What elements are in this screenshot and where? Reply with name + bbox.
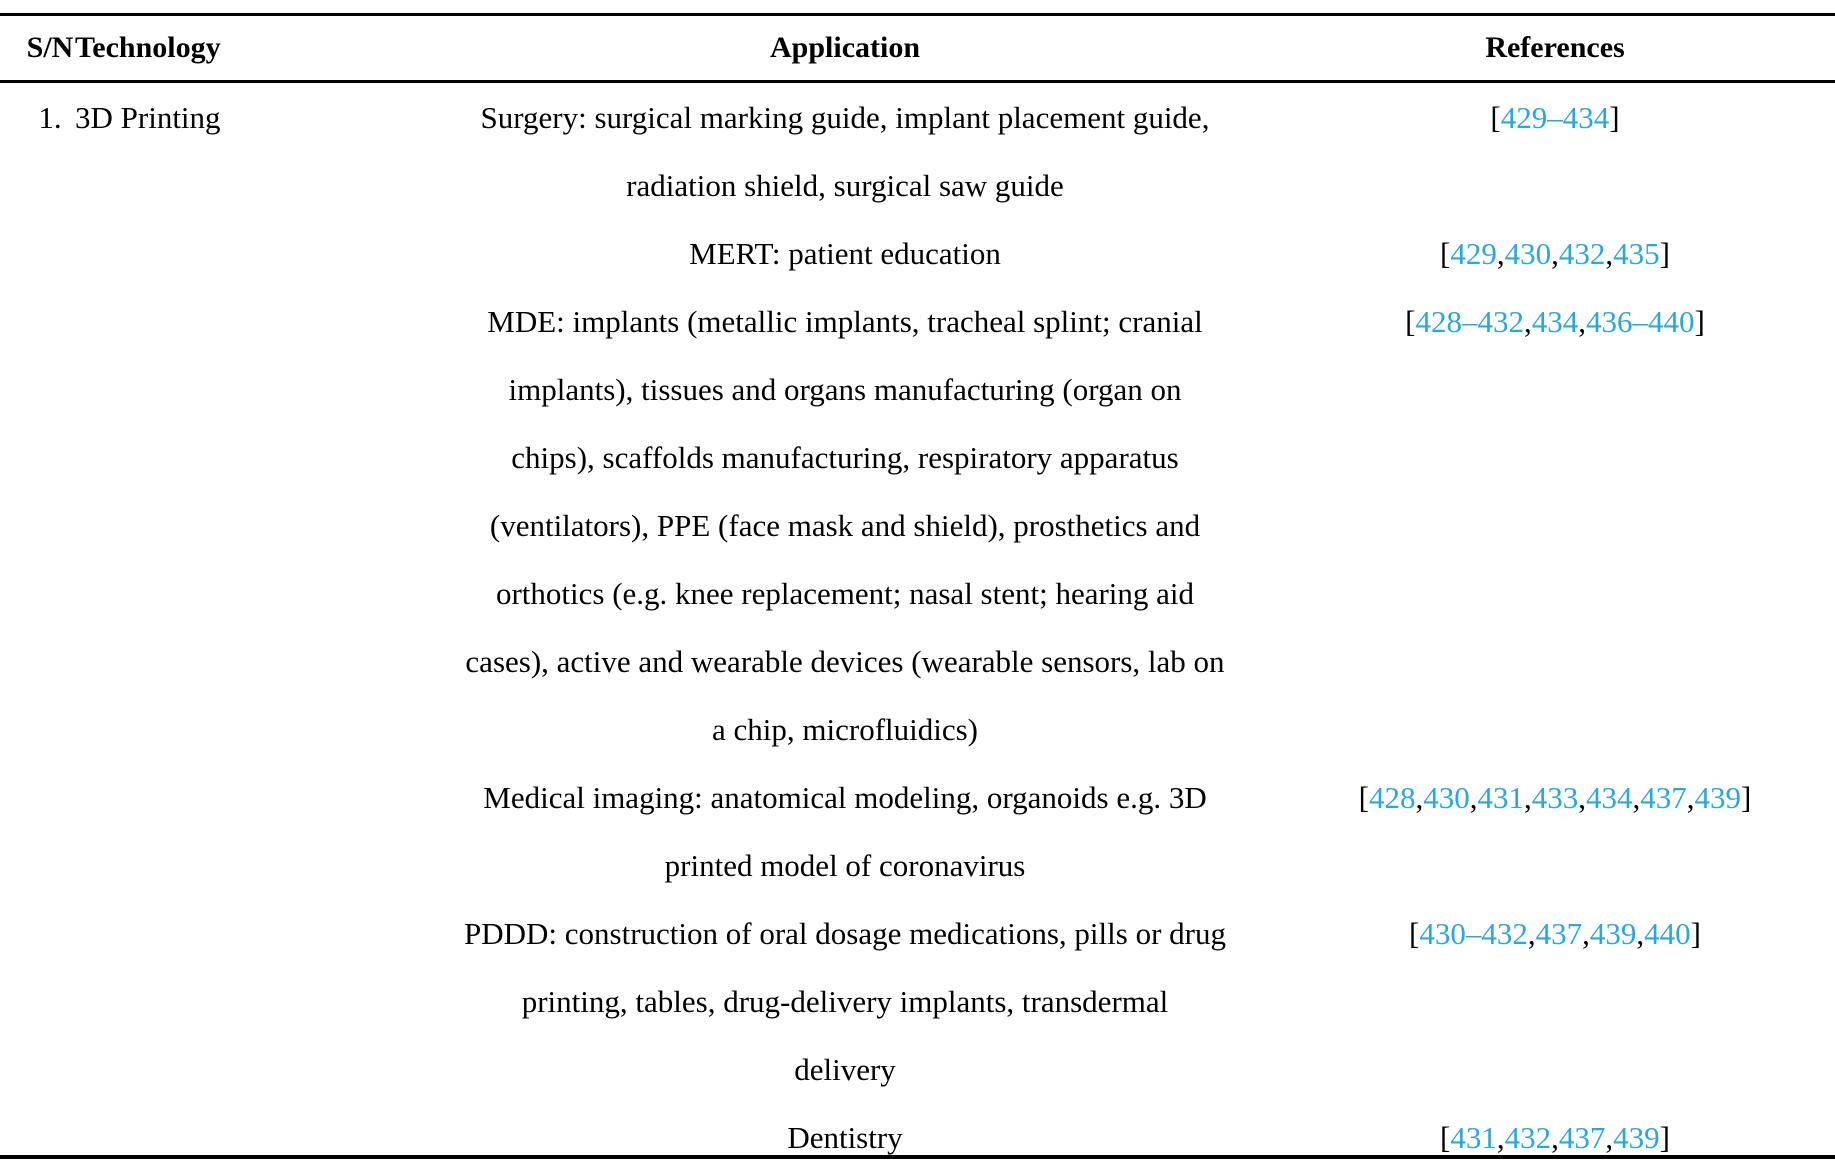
reference-link[interactable]: 434 [1586, 780, 1633, 815]
citation-separator: , [1415, 780, 1424, 815]
citation-separator: , [1527, 916, 1536, 951]
column-header-sn: S/N [26, 31, 74, 64]
table-header-row [0, 16, 1835, 80]
reference-link[interactable]: 440 [1644, 916, 1691, 951]
application-line: a chip, microfluidics) [712, 712, 978, 747]
citation-separator: , [1605, 1120, 1614, 1155]
application-entry [0, 900, 1835, 1104]
citation-open-bracket: [ [1440, 236, 1451, 271]
citation-close-bracket: ] [1694, 304, 1705, 339]
reference-citation [1310, 900, 1800, 968]
application-entry [0, 1104, 1835, 1172]
application-line: Medical imaging: anatomical modeling, organoids e.g. 3D [483, 780, 1207, 815]
reference-link[interactable]: 428 [1369, 780, 1416, 815]
citation-close-bracket: ] [1690, 916, 1701, 951]
application-line: Dentistry [787, 1120, 903, 1155]
reference-link[interactable]: 437 [1558, 1120, 1606, 1155]
reference-link[interactable]: 429 [1450, 236, 1497, 271]
reference-citation [1310, 288, 1800, 356]
column-header-application: Application [769, 31, 921, 64]
reference-link[interactable]: 439 [1589, 916, 1637, 951]
row-serial-number: 1. [38, 100, 62, 135]
citation-separator: , [1469, 780, 1478, 815]
application-cell [290, 1104, 1400, 1172]
citation-open-bracket: [ [1409, 916, 1420, 951]
citation-open-bracket: [ [1405, 304, 1416, 339]
reference-link[interactable]: 437 [1640, 780, 1687, 815]
reference-link[interactable]: 434 [1531, 304, 1579, 339]
citation-separator: , [1551, 1120, 1559, 1155]
citation-close-bracket: ] [1659, 1120, 1670, 1155]
column-header-technology: Technology [75, 31, 221, 64]
reference-link[interactable]: 431 [1477, 780, 1524, 815]
citation-separator: , [1636, 916, 1645, 951]
reference-link[interactable]: 435 [1613, 236, 1660, 271]
citation-separator: , [1686, 780, 1695, 815]
citation-separator: , [1578, 780, 1586, 815]
citation-open-bracket: [ [1490, 100, 1501, 135]
citation-separator: , [1605, 236, 1614, 271]
application-entries [0, 84, 1835, 1172]
citation-close-bracket: ] [1609, 100, 1620, 135]
application-line: delivery [794, 1052, 896, 1087]
reference-citation [1310, 764, 1800, 832]
citation-close-bracket: ] [1741, 780, 1752, 815]
reference-link[interactable]: 433 [1531, 780, 1579, 815]
citation-separator: , [1496, 236, 1505, 271]
table-rule-header-separator [0, 80, 1835, 83]
application-cell [290, 764, 1400, 900]
application-line: implants), tissues and organs manufacturing (organ on [508, 372, 1182, 407]
citation-separator: , [1551, 236, 1559, 271]
reference-link[interactable]: 431 [1450, 1120, 1497, 1155]
column-header-references: References [1485, 31, 1625, 64]
reference-link[interactable]: 432 [1504, 1120, 1552, 1155]
reference-link[interactable]: 430 [1504, 236, 1552, 271]
citation-separator: , [1632, 780, 1641, 815]
reference-link[interactable]: 436–440 [1586, 304, 1695, 339]
reference-link[interactable]: 439 [1613, 1120, 1660, 1155]
reference-link[interactable]: 437 [1535, 916, 1583, 951]
application-entry [0, 84, 1835, 220]
reference-link[interactable]: 428–432 [1415, 304, 1524, 339]
row-technology: 3D Printing [75, 100, 221, 135]
reference-citation [1310, 84, 1800, 152]
application-line: PDDD: construction of oral dosage medications, pills or drug [464, 916, 1226, 951]
application-line: chips), scaffolds manufacturing, respiratory apparatus [511, 440, 1179, 475]
application-line: MERT: patient education [689, 236, 1001, 271]
application-line: radiation shield, surgical saw guide [626, 168, 1064, 203]
reference-citation [1310, 220, 1800, 288]
table-rule-bottom [0, 1155, 1835, 1159]
citation-separator: , [1524, 304, 1532, 339]
citation-close-bracket: ] [1659, 236, 1670, 271]
application-line: printed model of coronavirus [664, 848, 1026, 883]
application-cell [290, 84, 1400, 220]
citation-open-bracket: [ [1358, 780, 1369, 815]
reference-link[interactable]: 430 [1423, 780, 1470, 815]
citation-separator: , [1582, 916, 1590, 951]
application-cell [290, 900, 1400, 1104]
application-line: printing, tables, drug-delivery implants, transdermal [521, 984, 1169, 1019]
application-cell [290, 288, 1400, 764]
citation-separator: , [1496, 1120, 1505, 1155]
reference-link[interactable]: 432 [1558, 236, 1606, 271]
reference-link[interactable]: 429–434 [1500, 100, 1610, 135]
application-line: MDE: implants (metallic implants, tracheal splint; cranial [487, 304, 1203, 339]
citation-separator: , [1524, 780, 1532, 815]
citation-separator: , [1578, 304, 1586, 339]
reference-link[interactable]: 439 [1694, 780, 1741, 815]
application-line: Surgery: surgical marking guide, implant placement guide, [480, 100, 1210, 135]
reference-citation [1310, 1104, 1800, 1172]
reference-link[interactable]: 430–432 [1419, 916, 1528, 951]
citation-open-bracket: [ [1440, 1120, 1451, 1155]
application-line: orthotics (e.g. knee replacement; nasal stent; hearing aid [495, 576, 1195, 611]
application-entry [0, 288, 1835, 764]
application-line: (ventilators), PPE (face mask and shield), prosthetics and [489, 508, 1201, 543]
application-entry [0, 764, 1835, 900]
application-line: cases), active and wearable devices (wearable sensors, lab on [465, 644, 1225, 679]
application-cell [290, 220, 1400, 288]
application-entry [0, 220, 1835, 288]
